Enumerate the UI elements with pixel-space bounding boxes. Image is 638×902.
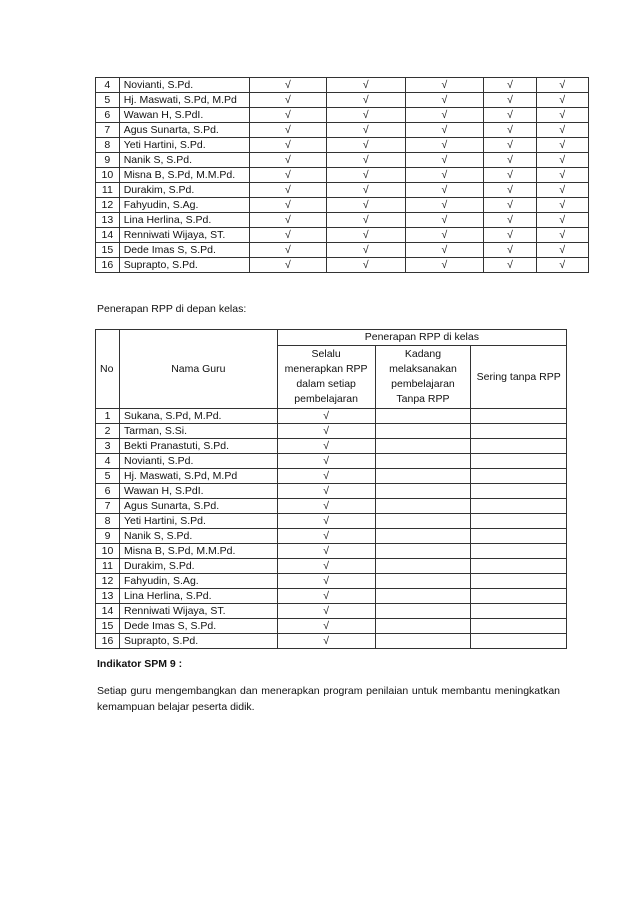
cell-c2	[375, 559, 471, 574]
table-row	[96, 589, 567, 604]
cell-no: 12	[96, 574, 120, 589]
table-row	[96, 168, 589, 183]
table-row	[96, 213, 589, 228]
cell-c3: √	[405, 153, 484, 168]
cell-c1: √	[249, 258, 326, 273]
cell-no: 12	[96, 198, 120, 213]
cell-c1: √	[277, 424, 375, 439]
cell-c3: √	[405, 258, 484, 273]
cell-c1: √	[249, 243, 326, 258]
cell-c1: √	[249, 123, 326, 138]
teacher-checklist-table	[95, 77, 589, 273]
header-no: No	[96, 330, 120, 409]
cell-nama: Dede Imas S, S.Pd.	[119, 243, 249, 258]
cell-c4: √	[484, 93, 536, 108]
cell-nama: Sukana, S.Pd, M.Pd.	[119, 409, 277, 424]
table-row	[96, 559, 567, 574]
table-row	[96, 198, 589, 213]
cell-nama: Bekti Pranastuti, S.Pd.	[119, 439, 277, 454]
cell-c2: √	[326, 213, 405, 228]
cell-c2	[375, 424, 471, 439]
table-row	[96, 409, 567, 424]
cell-no: 13	[96, 213, 120, 228]
cell-c2: √	[326, 138, 405, 153]
cell-no: 10	[96, 544, 120, 559]
cell-c4: √	[484, 243, 536, 258]
cell-c2: √	[326, 153, 405, 168]
cell-no: 11	[96, 183, 120, 198]
cell-no: 9	[96, 153, 120, 168]
cell-nama: Fahyudin, S.Ag.	[119, 574, 277, 589]
cell-c4: √	[484, 258, 536, 273]
cell-nama: Novianti, S.Pd.	[119, 454, 277, 469]
cell-c4: √	[484, 198, 536, 213]
cell-no: 16	[96, 258, 120, 273]
table-row	[96, 604, 567, 619]
cell-nama: Suprapto, S.Pd.	[119, 634, 277, 649]
rpp-application-table	[95, 329, 567, 649]
header-sering: Sering tanpa RPP	[471, 346, 567, 409]
cell-nama: Durakim, S.Pd.	[119, 559, 277, 574]
cell-c5: √	[536, 168, 588, 183]
header-nama-guru: Nama Guru	[119, 330, 277, 409]
cell-nama: Nanik S, S.Pd.	[119, 529, 277, 544]
cell-c2: √	[326, 168, 405, 183]
cell-c1: √	[277, 544, 375, 559]
table-row	[96, 634, 567, 649]
section-label: Penerapan RPP di depan kelas:	[97, 303, 247, 315]
cell-nama: Misna B, S.Pd, M.M.Pd.	[119, 544, 277, 559]
cell-nama: Hj. Maswati, S.Pd, M.Pd	[119, 93, 249, 108]
cell-nama: Renniwati Wijaya, ST.	[119, 604, 277, 619]
cell-c2	[375, 604, 471, 619]
table-row	[96, 439, 567, 454]
cell-c1: √	[277, 529, 375, 544]
cell-no: 8	[96, 138, 120, 153]
cell-c1: √	[249, 228, 326, 243]
cell-nama: Dede Imas S, S.Pd.	[119, 619, 277, 634]
cell-c2	[375, 484, 471, 499]
table-row	[96, 93, 589, 108]
cell-c1: √	[249, 78, 326, 93]
cell-c2	[375, 514, 471, 529]
cell-nama: Nanik S, S.Pd.	[119, 153, 249, 168]
cell-c3	[471, 544, 567, 559]
cell-c3	[471, 409, 567, 424]
rpp-table-header	[96, 330, 567, 409]
table-row	[96, 529, 567, 544]
cell-c2: √	[326, 243, 405, 258]
cell-c1: √	[277, 574, 375, 589]
cell-no: 5	[96, 469, 120, 484]
cell-c3: √	[405, 123, 484, 138]
table-row	[96, 424, 567, 439]
table-row	[96, 619, 567, 634]
indikator-text: Setiap guru mengembangkan dan menerapkan program penilaian untuk membantu meningkatkan kemampuan belajar peserta didik.	[97, 685, 560, 713]
teacher-checklist-body	[96, 78, 589, 273]
table-row	[96, 108, 589, 123]
cell-c1: √	[249, 153, 326, 168]
cell-c4: √	[484, 138, 536, 153]
cell-nama: Yeti Hartini, S.Pd.	[119, 138, 249, 153]
cell-c2: √	[326, 183, 405, 198]
cell-c1: √	[249, 168, 326, 183]
cell-c2: √	[326, 258, 405, 273]
cell-c4: √	[484, 108, 536, 123]
cell-no: 14	[96, 228, 120, 243]
cell-c1: √	[277, 484, 375, 499]
cell-nama: Yeti Hartini, S.Pd.	[119, 514, 277, 529]
cell-no: 6	[96, 108, 120, 123]
cell-c3	[471, 499, 567, 514]
cell-c5: √	[536, 198, 588, 213]
cell-c3: √	[405, 78, 484, 93]
header-penerapan-group: Penerapan RPP di kelas	[277, 330, 566, 346]
cell-c3: √	[405, 138, 484, 153]
cell-no: 4	[96, 454, 120, 469]
cell-c5: √	[536, 153, 588, 168]
cell-c2	[375, 589, 471, 604]
table-row	[96, 574, 567, 589]
cell-c2: √	[326, 123, 405, 138]
table-row	[96, 183, 589, 198]
cell-no: 5	[96, 93, 120, 108]
cell-c3	[471, 634, 567, 649]
table-row	[96, 499, 567, 514]
cell-c2	[375, 529, 471, 544]
cell-c5: √	[536, 258, 588, 273]
cell-no: 3	[96, 439, 120, 454]
table-row	[96, 123, 589, 138]
cell-c4: √	[484, 168, 536, 183]
cell-c3: √	[405, 213, 484, 228]
table-row	[96, 484, 567, 499]
cell-nama: Tarman, S.Si.	[119, 424, 277, 439]
cell-c2: √	[326, 198, 405, 213]
cell-c2	[375, 454, 471, 469]
cell-c1: √	[277, 514, 375, 529]
cell-c3	[471, 514, 567, 529]
cell-no: 9	[96, 529, 120, 544]
cell-c3	[471, 589, 567, 604]
cell-no: 11	[96, 559, 120, 574]
cell-nama: Novianti, S.Pd.	[119, 78, 249, 93]
cell-c4: √	[484, 213, 536, 228]
cell-c1: √	[277, 469, 375, 484]
cell-c3	[471, 619, 567, 634]
cell-c5: √	[536, 108, 588, 123]
cell-nama: Agus Sunarta, S.Pd.	[119, 123, 249, 138]
cell-nama: Agus Sunarta, S.Pd.	[119, 499, 277, 514]
cell-nama: Suprapto, S.Pd.	[119, 258, 249, 273]
cell-c1: √	[277, 439, 375, 454]
table-row	[96, 78, 589, 93]
cell-c1: √	[249, 198, 326, 213]
cell-nama: Durakim, S.Pd.	[119, 183, 249, 198]
header-selalu: Selalu menerapkan RPP dalam setiap pembelajaran	[277, 346, 375, 409]
cell-c3	[471, 604, 567, 619]
cell-c2	[375, 574, 471, 589]
cell-c2	[375, 634, 471, 649]
cell-no: 1	[96, 409, 120, 424]
cell-no: 7	[96, 499, 120, 514]
cell-no: 16	[96, 634, 120, 649]
table-row	[96, 469, 567, 484]
cell-no: 10	[96, 168, 120, 183]
cell-c3	[471, 484, 567, 499]
cell-c1: √	[277, 559, 375, 574]
cell-c2: √	[326, 78, 405, 93]
cell-nama: Fahyudin, S.Ag.	[119, 198, 249, 213]
cell-no: 7	[96, 123, 120, 138]
table-row	[96, 258, 589, 273]
table-row	[96, 454, 567, 469]
cell-c3	[471, 529, 567, 544]
rpp-table-body	[96, 409, 567, 649]
cell-c1: √	[277, 499, 375, 514]
cell-c4: √	[484, 228, 536, 243]
cell-c3: √	[405, 243, 484, 258]
cell-c3	[471, 559, 567, 574]
cell-c3	[471, 574, 567, 589]
cell-c2	[375, 469, 471, 484]
table-row	[96, 138, 589, 153]
cell-c3: √	[405, 183, 484, 198]
cell-no: 13	[96, 589, 120, 604]
cell-c5: √	[536, 228, 588, 243]
cell-nama: Wawan H, S.PdI.	[119, 108, 249, 123]
cell-no: 2	[96, 424, 120, 439]
cell-c5: √	[536, 138, 588, 153]
cell-c5: √	[536, 93, 588, 108]
cell-c2: √	[326, 108, 405, 123]
cell-c3: √	[405, 168, 484, 183]
cell-no: 6	[96, 484, 120, 499]
cell-nama: Wawan H, S.PdI.	[119, 484, 277, 499]
cell-c4: √	[484, 153, 536, 168]
cell-c1: √	[277, 454, 375, 469]
cell-c1: √	[249, 138, 326, 153]
cell-c2	[375, 409, 471, 424]
cell-c5: √	[536, 243, 588, 258]
cell-c3	[471, 454, 567, 469]
cell-no: 15	[96, 619, 120, 634]
cell-no: 15	[96, 243, 120, 258]
cell-c2: √	[326, 93, 405, 108]
cell-c3: √	[405, 198, 484, 213]
cell-c4: √	[484, 183, 536, 198]
cell-c3: √	[405, 108, 484, 123]
cell-c5: √	[536, 213, 588, 228]
indikator-title: Indikator SPM 9 :	[97, 658, 183, 670]
cell-nama: Lina Herlina, S.Pd.	[119, 589, 277, 604]
table-row	[96, 243, 589, 258]
table-row	[96, 228, 589, 243]
cell-c3: √	[405, 93, 484, 108]
cell-c2	[375, 544, 471, 559]
cell-c5: √	[536, 183, 588, 198]
cell-nama: Misna B, S.Pd, M.M.Pd.	[119, 168, 249, 183]
cell-c1: √	[277, 589, 375, 604]
cell-c1: √	[249, 93, 326, 108]
cell-c4: √	[484, 123, 536, 138]
cell-c1: √	[249, 108, 326, 123]
cell-c3	[471, 424, 567, 439]
cell-c1: √	[277, 409, 375, 424]
cell-nama: Renniwati Wijaya, ST.	[119, 228, 249, 243]
cell-c3: √	[405, 228, 484, 243]
cell-c1: √	[277, 634, 375, 649]
cell-c4: √	[484, 78, 536, 93]
header-kadang: Kadang melaksanakan pembelajaran Tanpa RPP	[375, 346, 471, 409]
cell-c1: √	[249, 183, 326, 198]
table-row	[96, 514, 567, 529]
cell-c2	[375, 439, 471, 454]
cell-c5: √	[536, 78, 588, 93]
cell-c5: √	[536, 123, 588, 138]
cell-nama: Lina Herlina, S.Pd.	[119, 213, 249, 228]
cell-no: 14	[96, 604, 120, 619]
cell-c2	[375, 619, 471, 634]
cell-no: 8	[96, 514, 120, 529]
cell-c3	[471, 469, 567, 484]
cell-c2	[375, 499, 471, 514]
cell-c1: √	[249, 213, 326, 228]
table-row	[96, 544, 567, 559]
cell-c1: √	[277, 619, 375, 634]
cell-c3	[471, 439, 567, 454]
cell-c1: √	[277, 604, 375, 619]
cell-nama: Hj. Maswati, S.Pd, M.Pd	[119, 469, 277, 484]
table-row	[96, 153, 589, 168]
cell-no: 4	[96, 78, 120, 93]
cell-c2: √	[326, 228, 405, 243]
